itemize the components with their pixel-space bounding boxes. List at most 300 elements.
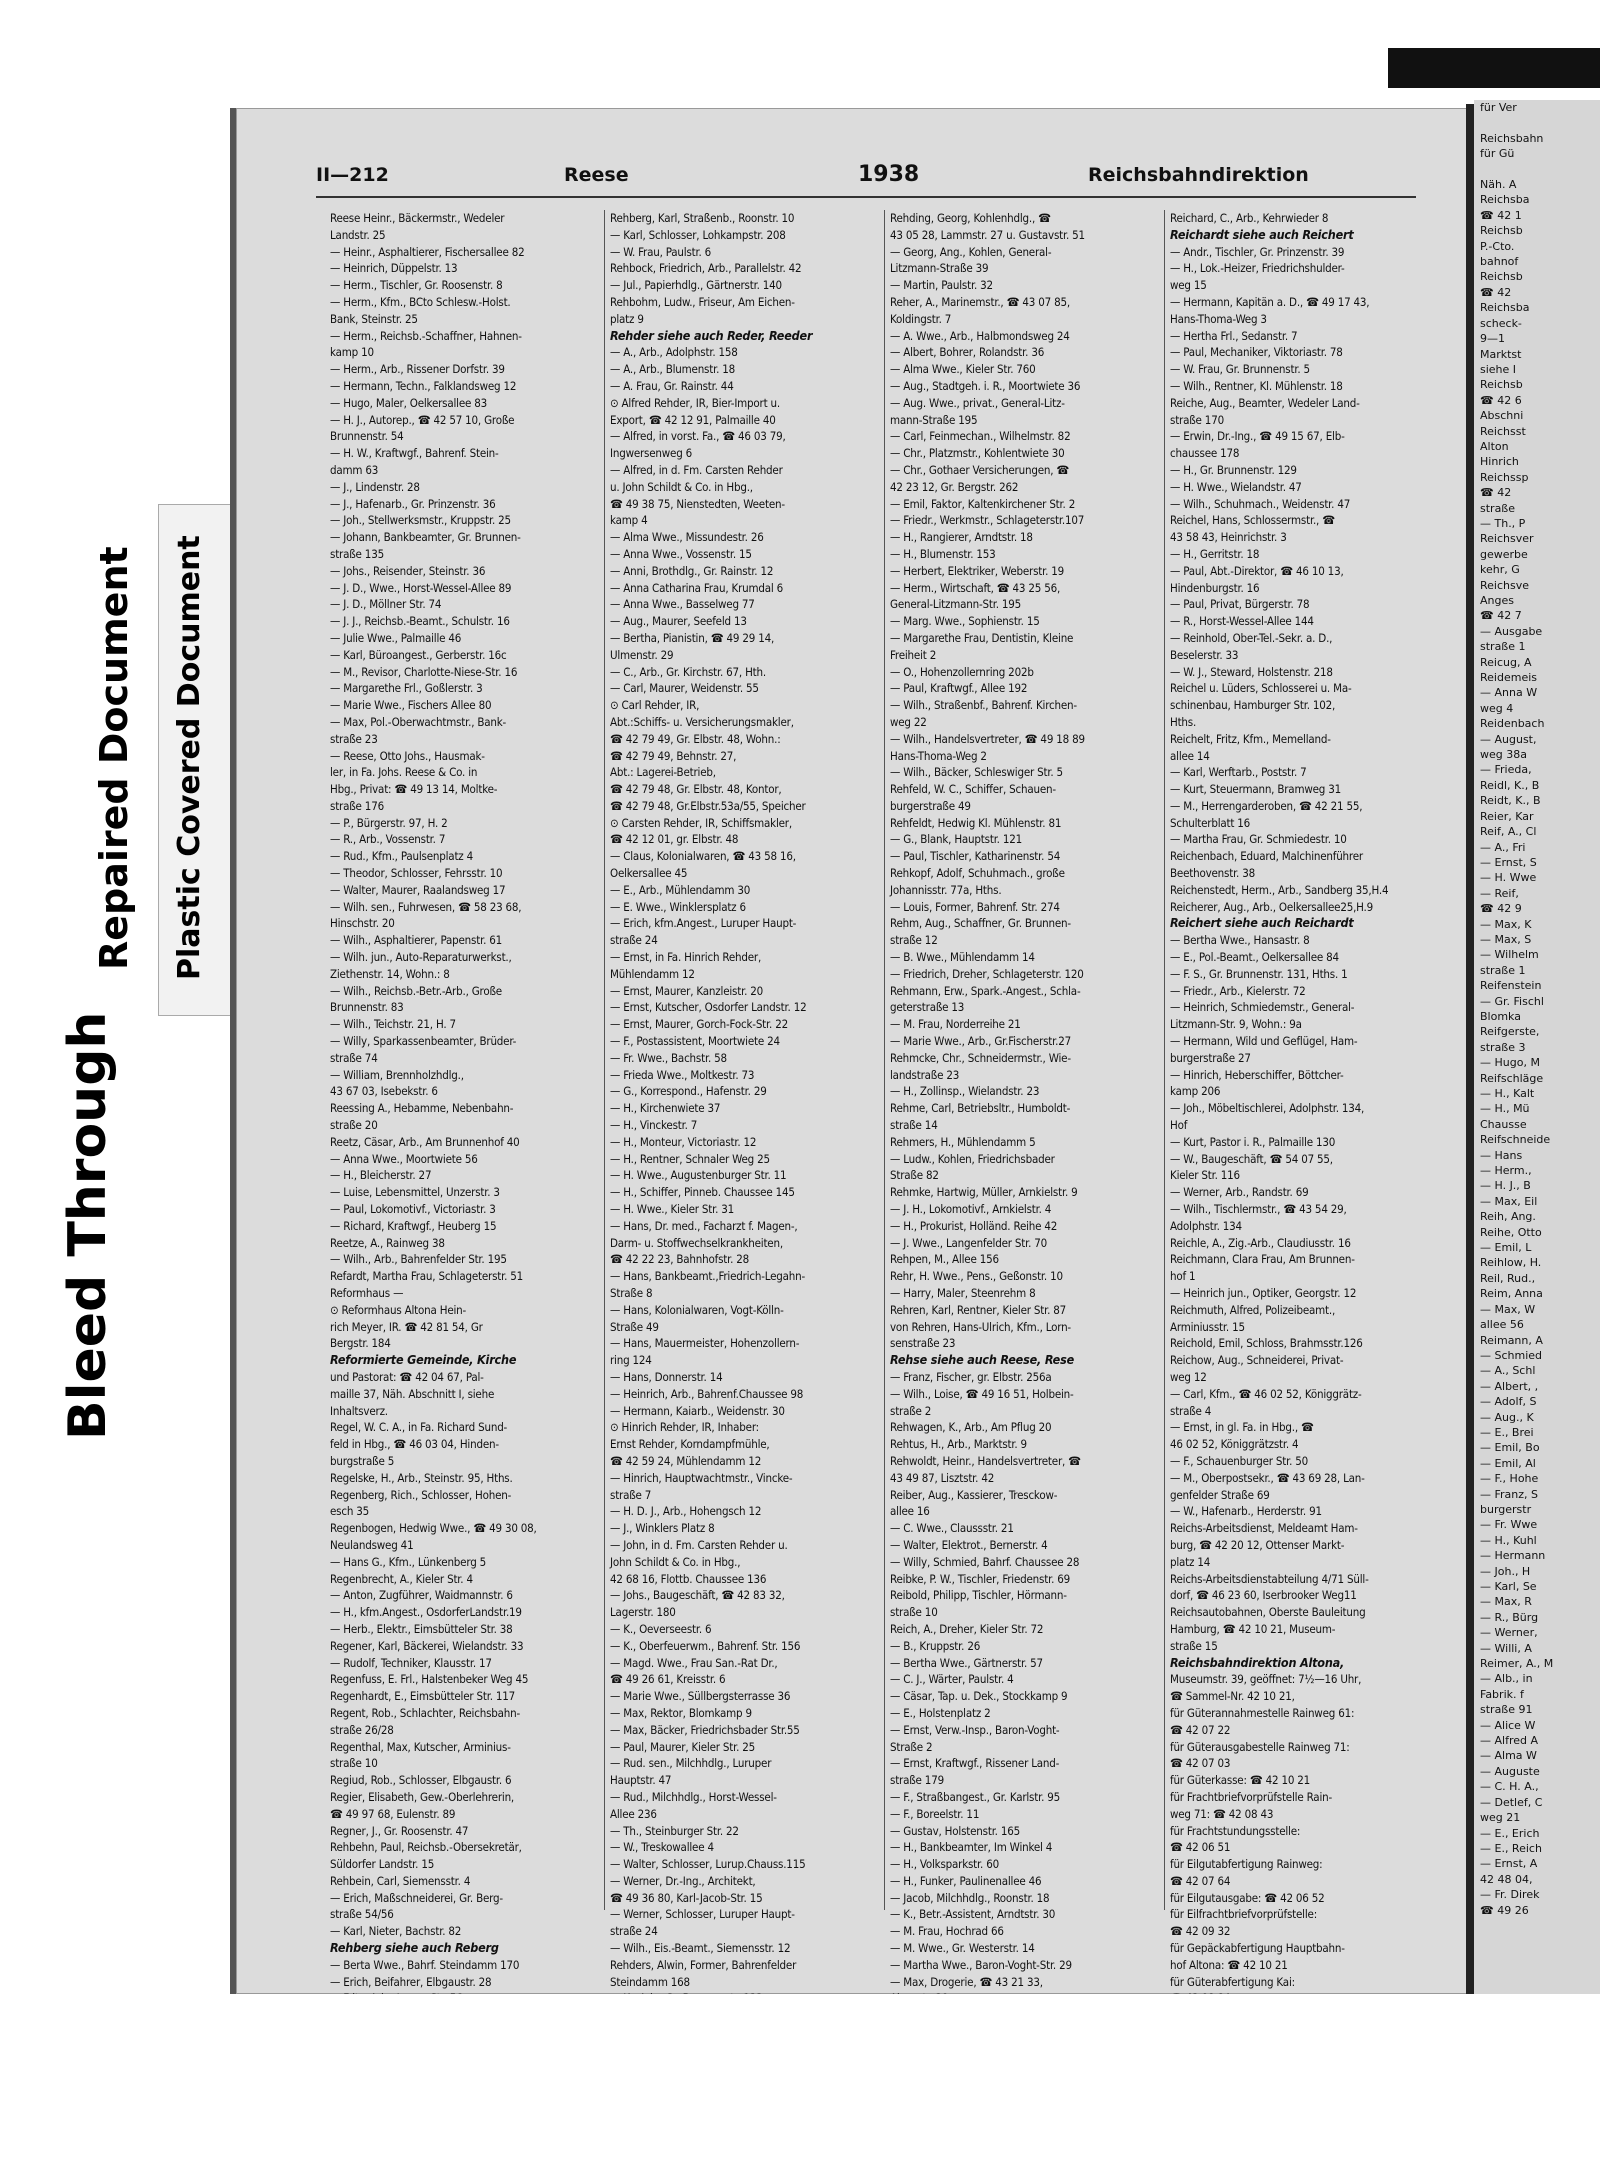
adjacent-page-line: ☎ 49 26 xyxy=(1480,1903,1529,1917)
directory-entry: — Jul., Papierhdlg., Gärtnerstr. 140 xyxy=(610,278,782,293)
directory-columns xyxy=(330,210,1430,1989)
directory-entry: — R., Arb., Vossenstr. 7 xyxy=(330,832,446,847)
directory-entry: — Hugo, Maler, Oelkersallee 83 xyxy=(330,395,488,410)
directory-entry: — H., kfm.Angest., OsdorferLandstr.19 xyxy=(330,1605,522,1620)
directory-entry: straße 179 xyxy=(890,1773,944,1788)
directory-entry: — Hans, Mauermeister, Hohenzollern- xyxy=(610,1336,800,1351)
directory-entry: 43 67 03, Isebekstr. 6 xyxy=(330,1084,438,1099)
directory-entry: Rehbein, Carl, Siemensstr. 4 xyxy=(330,1873,471,1888)
adjacent-page-line: — Alice W xyxy=(1480,1718,1536,1732)
directory-entry: — J., Winklers Platz 8 xyxy=(610,1521,715,1536)
adjacent-page xyxy=(1474,100,1600,2000)
adjacent-page-line: — Max, S xyxy=(1480,932,1532,946)
directory-entry: Rehbehn, Paul, Reichsb.-Obersekretär, xyxy=(330,1840,522,1855)
directory-entry: — E., Holstenplatz 2 xyxy=(890,1705,991,1720)
directory-entry: — Heinr., Asphaltierer, Fischersallee 82 xyxy=(330,244,525,259)
directory-entry: Rehren, Karl, Rentner, Kieler Str. 87 xyxy=(890,1302,1067,1317)
directory-entry: — Ernst, in Fa. Hinrich Rehder, xyxy=(610,950,762,965)
directory-entry: ☎ 42 79 48, Gr.Elbstr.53a/55, Speicher xyxy=(610,798,806,813)
directory-entry: — Ernst, in gl. Fa. in Hbg., ☎ xyxy=(1170,1420,1314,1435)
adjacent-page-line: — Alma W xyxy=(1480,1749,1537,1763)
directory-entry: John Schildt & Co. in Hbg., xyxy=(610,1554,741,1569)
directory-entry: — E. Wwe., Winklersplatz 6 xyxy=(610,899,746,914)
adjacent-page-line: Reih, Ang. xyxy=(1480,1210,1536,1224)
directory-entry: Museumstr. 39, geöffnet: 7½—16 Uhr, xyxy=(1170,1672,1362,1687)
adjacent-page-line: Näh. A xyxy=(1480,178,1517,192)
adjacent-page-line: Reichsba xyxy=(1480,193,1530,207)
adjacent-page-line: bahnof xyxy=(1480,255,1519,269)
directory-entry: — Frieda Wwe., Moltkestr. 73 xyxy=(610,1067,755,1082)
directory-entry: straße 24 xyxy=(610,933,658,948)
repaired-document-label: Repaired Document xyxy=(92,546,136,970)
directory-entry: — Martin, Paulstr. 32 xyxy=(890,278,993,293)
directory-entry: senstraße 23 xyxy=(890,1336,956,1351)
directory-entry: Reichmann, Clara Frau, Am Brunnen- xyxy=(1170,1252,1355,1267)
adjacent-page-line: — Joh., H xyxy=(1480,1564,1531,1578)
directory-entry: Rehpen, M., Allee 156 xyxy=(890,1252,999,1267)
directory-entry: Hths. xyxy=(1170,714,1197,729)
directory-entry: ler, in Fa. Johs. Reese & Co. in xyxy=(330,765,478,780)
directory-entry: 43 49 87, Lisztstr. 42 xyxy=(890,1470,995,1485)
adjacent-page-line: — H. Wwe xyxy=(1480,871,1537,885)
directory-entry: — Herm., Wirtschaft, ☎ 43 25 56, xyxy=(890,580,1061,595)
directory-entry: — Hermann, Kapitän a. D., ☎ 49 17 43, xyxy=(1170,294,1370,309)
directory-entry: für Güterabfertigung Kai: xyxy=(1170,1974,1295,1989)
directory-entry: 43 05 28, Lammstr. 27 u. Gustavstr. 51 xyxy=(890,227,1085,242)
adjacent-page-line: — Max, W xyxy=(1480,1302,1536,1316)
directory-entry: — Kurt, Pastor i. R., Palmaille 130 xyxy=(1170,1134,1336,1149)
directory-entry: — Aug., Stadtgeh. i. R., Moortwiete 36 xyxy=(890,378,1081,393)
directory-entry: — Martha Frau, Gr. Schmiedestr. 10 xyxy=(1170,832,1347,847)
directory-entry: Mühlendamm 12 xyxy=(610,966,695,981)
directory-entry: Reiche, Aug., Beamter, Wedeler Land- xyxy=(1170,395,1360,410)
adjacent-page-line: Reier, Kar xyxy=(1480,809,1534,823)
directory-entry: weg 22 xyxy=(890,714,927,729)
directory-entry: ☎ 42 09 32 xyxy=(1170,1924,1231,1939)
directory-entry: — Paul, Maurer, Kieler Str. 25 xyxy=(610,1739,756,1754)
directory-entry: Regent, Rob., Schlachter, Reichsbahn- xyxy=(330,1705,521,1720)
directory-entry: — Wilh., Arb., Bahrenfelder Str. 195 xyxy=(330,1252,507,1267)
directory-entry: — Wilh., Teichstr. 21, H. 7 xyxy=(330,1017,456,1032)
directory-entry: — R., Horst-Wessel-Allee 144 xyxy=(1170,614,1314,629)
directory-entry: — Albert, Bohrer, Rolandstr. 36 xyxy=(890,345,1045,360)
directory-entry: — Emil, Faktor, Kaltenkirchener Str. 2 xyxy=(890,496,1076,511)
directory-entry: — Ernst, Maurer, Kanzleistr. 20 xyxy=(610,983,764,998)
directory-entry: — J. Wwe., Langenfelder Str. 70 xyxy=(890,1235,1048,1250)
directory-entry: Reessing A., Hebamme, Nebenbahn- xyxy=(330,1101,514,1116)
adjacent-page-line: Reimer, A., M xyxy=(1480,1657,1554,1671)
adjacent-page-line: — Th., P xyxy=(1480,516,1526,530)
directory-entry: Reicherer, Aug., Arb., Oelkersallee25,H.9 xyxy=(1170,899,1374,914)
directory-entry: ⊙ Carsten Rehder, IR, Schiffsmakler, xyxy=(610,815,792,830)
directory-entry: — Marie Wwe., Süllbergsterrasse 36 xyxy=(610,1689,791,1704)
directory-entry: hof Altona: ☎ 42 10 21 xyxy=(1170,1957,1288,1972)
adjacent-page-line: Reichsb xyxy=(1480,224,1523,238)
directory-entry: — Ernst, Maurer, Gorch-Fock-Str. 22 xyxy=(610,1017,788,1032)
directory-entry: Abt.:Schiffs- u. Versicherungsmakler, xyxy=(610,714,794,729)
directory-entry: — H. Wwe., Kieler Str. 31 xyxy=(610,1202,735,1217)
directory-entry: — Wilh., Rentner, Kl. Mühlenstr. 18 xyxy=(1170,378,1343,393)
adjacent-page-line: — H., Kuhl xyxy=(1480,1533,1537,1547)
adjacent-page-line: ☎ 42 xyxy=(1480,285,1512,299)
directory-entry: — M., Revisor, Charlotte-Niese-Str. 16 xyxy=(330,664,518,679)
page-header xyxy=(316,160,1416,198)
adjacent-page-line: Reifenstein xyxy=(1480,979,1542,993)
directory-entry: — Willy, Sparkassenbeamter, Brüder- xyxy=(330,1034,517,1049)
directory-entry: Reformierte Gemeinde, Kirche xyxy=(330,1352,517,1368)
directory-entry: ☎ 42 07 22 xyxy=(1170,1722,1231,1737)
directory-entry: — Bertha, Pianistin, ☎ 49 29 14, xyxy=(610,630,775,645)
directory-entry: — B. Wwe., Mühlendamm 14 xyxy=(890,950,1035,965)
adjacent-page-line: — Alb., in xyxy=(1480,1672,1533,1686)
directory-entry: — Wilh. jun., Auto-Reparaturwerkst., xyxy=(330,950,512,965)
directory-entry: Rehmke, Hartwig, Müller, Arnkielstr. 9 xyxy=(890,1185,1078,1200)
column-4 xyxy=(1170,210,1438,1989)
directory-entry: straße 54/56 xyxy=(330,1907,394,1922)
directory-entry: straße 24 xyxy=(610,1924,658,1939)
column-3 xyxy=(890,210,1158,1989)
directory-entry: ⊙ Hinrich Rehder, IR, Inhaber: xyxy=(610,1420,759,1435)
directory-entry: — C. J., Wärter, Paulstr. 4 xyxy=(890,1672,1014,1687)
directory-entry: — Magd. Wwe., Frau San.-Rat Dr., xyxy=(610,1655,778,1670)
adjacent-page-line: Reicug, A xyxy=(1480,655,1532,669)
directory-entry: — Marie Wwe., Arb., Gr.Fischerstr.27 xyxy=(890,1034,1071,1049)
directory-entry: — Richard, Kraftwgf., Heuberg 15 xyxy=(330,1218,497,1233)
directory-entry: — A., Arb., Blumenstr. 18 xyxy=(610,362,736,377)
directory-entry: ☎ 49 36 80, Karl-Jacob-Str. 15 xyxy=(610,1890,763,1905)
directory-entry: — E., Arb., Mühlendamm 30 xyxy=(610,882,751,897)
directory-entry: burgerstraße 27 xyxy=(1170,1050,1251,1065)
adjacent-page-line: — Hans xyxy=(1480,1148,1523,1162)
directory-entry: — Hermann, Wild und Geflügel, Ham- xyxy=(1170,1034,1358,1049)
adjacent-page-line: ☎ 42 7 xyxy=(1480,609,1522,623)
directory-entry: rich Meyer, IR. ☎ 42 81 54, Gr xyxy=(330,1319,483,1334)
directory-entry: — Max, Drogerie, ☎ 43 21 33, xyxy=(890,1974,1043,1989)
adjacent-page-line: 9—1 xyxy=(1480,332,1505,346)
directory-entry: straße 2 xyxy=(890,1403,932,1418)
directory-entry: — Paul, Mechaniker, Viktoriastr. 78 xyxy=(1170,345,1343,360)
directory-entry: Ernst Rehder, Korndampfmühle, xyxy=(610,1437,770,1452)
directory-entry: — Margarethe Frau, Dentistin, Kleine xyxy=(890,630,1074,645)
directory-entry: Hamburg, ☎ 42 10 21, Museum- xyxy=(1170,1621,1336,1636)
directory-entry: — Max, Bäcker, Friedrichsbader Str.55 xyxy=(610,1722,800,1737)
directory-entry: Regel, W. C. A., in Fa. Richard Sund- xyxy=(330,1420,508,1435)
directory-entry: Darm- u. Stoffwechselkrankheiten, xyxy=(610,1235,783,1250)
directory-entry: — Anna Wwe., Vossenstr. 15 xyxy=(610,546,752,561)
directory-entry: Rehtus, H., Arb., Marktstr. 9 xyxy=(890,1437,1027,1452)
directory-entry: Reichsautobahnen, Oberste Bauleitung xyxy=(1170,1605,1366,1620)
directory-entry: — Fr. Wwe., Bachstr. 58 xyxy=(610,1050,727,1065)
directory-entry: — Werner, Dr.-Ing., Architekt, xyxy=(610,1873,756,1888)
directory-entry: — Wilh. sen., Fuhrwesen, ☎ 58 23 68, xyxy=(330,899,522,914)
directory-entry: — Paul, Privat, Bürgerstr. 78 xyxy=(1170,597,1310,612)
directory-entry: — Ludw., Kohlen, Friedrichsbader xyxy=(890,1151,1055,1166)
adjacent-page-line: — Emil, Bo xyxy=(1480,1441,1540,1455)
directory-entry: Regner, J., Gr. Roosenstr. 47 xyxy=(330,1823,469,1838)
adjacent-page-line: Reichsb xyxy=(1480,270,1523,284)
directory-entry: Freiheit 2 xyxy=(890,647,937,662)
adjacent-page-line: — A., Schl xyxy=(1480,1364,1536,1378)
directory-entry: — Reese, Otto Johs., Hausmak- xyxy=(330,748,485,763)
directory-entry: für Eilgutabfertigung Rainweg: xyxy=(1170,1857,1323,1872)
header-year: 1938 xyxy=(858,162,920,187)
directory-entry: — H., Vinckestr. 7 xyxy=(610,1118,698,1133)
directory-entry: — F., Boreelstr. 11 xyxy=(890,1806,980,1821)
directory-entry: ☎ 49 26 61, Kreisstr. 6 xyxy=(610,1672,726,1687)
directory-entry: — J. J., Reichsb.-Beamt., Schulstr. 16 xyxy=(330,614,510,629)
directory-entry: Reichert siehe auch Reichardt xyxy=(1170,915,1354,931)
directory-entry: straße 170 xyxy=(1170,412,1224,427)
column-divider xyxy=(884,210,885,1910)
directory-entry: Schulterblatt 16 xyxy=(1170,815,1251,830)
directory-entry: — Anna Catharina Frau, Krumdal 6 xyxy=(610,580,784,595)
directory-entry: — Aug., Maurer, Seefeld 13 xyxy=(610,614,747,629)
adjacent-page-line: Marktst xyxy=(1480,347,1522,361)
adjacent-page-line: weg 4 xyxy=(1480,701,1514,715)
directory-entry: straße 12 xyxy=(890,933,938,948)
directory-entry: weg 15 xyxy=(1170,278,1207,293)
directory-entry: — Johann, Bankbeamter, Gr. Brunnen- xyxy=(330,530,521,545)
directory-entry: Straße 82 xyxy=(890,1168,939,1183)
directory-entry: — Hans G., Kfm., Lünkenberg 5 xyxy=(330,1554,487,1569)
directory-entry: von Rehren, Hans-Ulrich, Kfm., Lorn- xyxy=(890,1319,1071,1334)
directory-entry: Bergstr. 184 xyxy=(330,1336,391,1351)
directory-entry: ☎ 42 06 51 xyxy=(1170,1840,1231,1855)
adjacent-page-line: Reidl, K., B xyxy=(1480,778,1540,792)
directory-entry: — Th., Steinburger Str. 22 xyxy=(610,1823,739,1838)
directory-entry: ⊙ Alfred Rehder, IR, Bier-Import u. xyxy=(610,395,780,410)
directory-entry: Rehkopf, Adolf, Schuhmach., große xyxy=(890,866,1065,881)
directory-entry: — Hans, Dr. med., Facharzt f. Magen-, xyxy=(610,1218,798,1233)
directory-entry: Rehme, Carl, Betriebsltr., Humboldt- xyxy=(890,1101,1071,1116)
directory-entry: Ingwersenweg 6 xyxy=(610,446,693,461)
adjacent-page-line: — Alfred A xyxy=(1480,1734,1539,1748)
adjacent-page-line: Reichsbahn xyxy=(1480,131,1544,145)
directory-entry: Litzmann-Straße 39 xyxy=(890,261,989,276)
directory-entry: — Paul, Tischler, Katharinenstr. 54 xyxy=(890,849,1061,864)
adjacent-page-line: für Gü xyxy=(1480,147,1515,161)
directory-entry: Abt.: Lagerei-Betrieb, xyxy=(610,765,716,780)
adjacent-page-line: — Reif, xyxy=(1480,886,1519,900)
directory-entry: Rehmers, H., Mühlendamm 5 xyxy=(890,1134,1036,1149)
directory-entry: — Ernst, Kraftwgf., Rissener Land- xyxy=(890,1756,1060,1771)
directory-entry: Rehberg siehe auch Reberg xyxy=(330,1940,499,1956)
directory-entry: — W., Treskowallee 4 xyxy=(610,1840,714,1855)
directory-entry: — Hinrich, Hauptwachtmstr., Vincke- xyxy=(610,1470,793,1485)
directory-entry: ☎ 49 97 68, Eulenstr. 89 xyxy=(330,1806,456,1821)
directory-entry: Reher, A., Marinemstr., ☎ 43 07 85, xyxy=(890,294,1070,309)
directory-entry: — Rud., Milchhdlg., Horst-Wessel- xyxy=(610,1789,777,1804)
directory-entry: Reichs-Arbeitsdienstabteilung 4/71 Süll- xyxy=(1170,1571,1369,1586)
directory-entry: — Joh., Möbeltischlerei, Adolphstr. 134, xyxy=(1170,1101,1365,1116)
directory-entry: Rehmcke, Chr., Schneidermstr., Wie- xyxy=(890,1050,1071,1065)
adjacent-page-line: — E., Brei xyxy=(1480,1425,1534,1439)
adjacent-page-line: — H., Kalt xyxy=(1480,1087,1535,1100)
directory-entry: kamp 10 xyxy=(330,345,374,360)
directory-entry: Refardt, Martha Frau, Schlageterstr. 51 xyxy=(330,1269,524,1284)
directory-entry: straße 15 xyxy=(1170,1638,1218,1653)
directory-entry: Regelske, H., Arb., Steinstr. 95, Hths. xyxy=(330,1470,513,1485)
adjacent-page-line: kehr, G xyxy=(1480,563,1520,577)
directory-entry: — H., Rentner, Schnaler Weg 25 xyxy=(610,1151,770,1166)
directory-entry: Reich, A., Dreher, Kieler Str. 72 xyxy=(890,1621,1044,1636)
adjacent-page-line: — E., Erich xyxy=(1480,1826,1540,1840)
directory-entry: Johannisstr. 77a, Hths. xyxy=(890,882,1002,897)
directory-entry: — Paul, Lokomotivf., Victoriastr. 3 xyxy=(330,1202,496,1217)
directory-entry: straße 7 xyxy=(610,1487,652,1502)
directory-entry: — M. Frau, Hochrad 66 xyxy=(890,1924,1004,1939)
directory-entry: — Rud. sen., Milchhdlg., Luruper xyxy=(610,1756,772,1771)
adjacent-page-line: Alton xyxy=(1480,439,1509,453)
directory-entry: ☎ 42 79 49, Behnstr. 27, xyxy=(610,748,737,763)
directory-entry: — G., Korrespond., Hafenstr. 29 xyxy=(610,1084,767,1099)
adjacent-page-line: Reidenbach xyxy=(1480,717,1545,731)
adjacent-page-line xyxy=(1474,162,1600,177)
adjacent-page-line: straße xyxy=(1480,501,1516,515)
directory-entry: — H., Volksparkstr. 60 xyxy=(890,1857,999,1872)
column-2 xyxy=(610,210,878,1989)
directory-entry: Reichmuth, Alfred, Polizeibeamt., xyxy=(1170,1302,1336,1317)
directory-entry: — Heinrich, Düppelstr. 13 xyxy=(330,261,458,276)
adjacent-page-line: Reil, Rud., xyxy=(1480,1271,1536,1285)
directory-entry: — A. Wwe., Arb., Halbmondsweg 24 xyxy=(890,328,1070,343)
directory-entry: — K., Oberfeuerwm., Bahrenf. Str. 156 xyxy=(610,1638,801,1653)
directory-entry: 46 02 52, Königgrätzstr. 4 xyxy=(1170,1437,1299,1452)
directory-entry: — Friedrich, Dreher, Schlageterstr. 120 xyxy=(890,966,1084,981)
directory-entry: straße 74 xyxy=(330,1050,378,1065)
directory-entry: — A. Frau, Gr. Rainstr. 44 xyxy=(610,378,734,393)
directory-entry: — H., Lok.-Heizer, Friedrichshulder- xyxy=(1170,261,1345,276)
directory-entry: Reichenstedt, Herm., Arb., Sandberg 35,H.4 xyxy=(1170,882,1389,897)
directory-entry: — H., Monteur, Victoriastr. 12 xyxy=(610,1134,757,1149)
directory-entry: Beselerstr. 33 xyxy=(1170,647,1239,662)
adjacent-page-line: Blomka xyxy=(1480,1009,1521,1023)
directory-entry: — Anni, Brothdlg., Gr. Rainstr. 12 xyxy=(610,563,774,578)
directory-entry: — Johs., Reisender, Steinstr. 36 xyxy=(330,563,486,578)
adjacent-page-line: — Fr. Wwe xyxy=(1480,1518,1538,1532)
directory-entry: Reichard, C., Arb., Kehrwieder 8 xyxy=(1170,211,1329,225)
directory-entry: Regener, Karl, Bäckerei, Wielandstr. 33 xyxy=(330,1638,524,1653)
directory-entry: — E., Pol.-Beamt., Oelkersallee 84 xyxy=(1170,950,1339,965)
adjacent-page-line: — Aug., K xyxy=(1480,1410,1534,1424)
adjacent-page-line: — Emil, Al xyxy=(1480,1456,1536,1470)
directory-entry: — Herm., Tischler, Gr. Roosenstr. 8 xyxy=(330,278,503,293)
adjacent-page-line: — Adolf, S xyxy=(1480,1395,1537,1409)
directory-entry: — Erich, Maßschneiderei, Gr. Berg- xyxy=(330,1890,503,1905)
directory-entry: — H., Zollinsp., Wielandstr. 23 xyxy=(890,1084,1040,1099)
adjacent-page-line: — Detlef, C xyxy=(1480,1795,1543,1809)
directory-entry: Rehfeld, W. C., Schiffer, Schauen- xyxy=(890,782,1056,797)
directory-entry: — Hertha Frl., Sedanstr. 7 xyxy=(1170,328,1298,343)
directory-entry: — Wilh., Asphaltierer, Papenstr. 61 xyxy=(330,933,502,948)
directory-entry: — H., Bleicherstr. 27 xyxy=(330,1168,432,1183)
directory-entry: — Reinhold, Ober-Tel.-Sekr. a. D., xyxy=(1170,630,1333,645)
directory-entry: straße 10 xyxy=(890,1605,938,1620)
directory-entry: — Wilh., Tischlermstr., ☎ 43 54 29, xyxy=(1170,1202,1347,1217)
adjacent-page-line: — Ernst, S xyxy=(1480,855,1537,869)
directory-entry: genfelder Straße 69 xyxy=(1170,1487,1270,1502)
directory-entry: — Erich, Beifahrer, Elbgaustr. 28 xyxy=(330,1974,492,1989)
directory-entry: Koldingstr. 7 xyxy=(890,311,952,326)
directory-entry: straße 20 xyxy=(330,1118,378,1133)
adjacent-page-line: Fabrik. f xyxy=(1480,1687,1524,1701)
adjacent-page-line: Abschni xyxy=(1480,409,1524,423)
adjacent-page-line: weg 21 xyxy=(1480,1811,1521,1825)
plastic-covered-document-label: Plastic Covered Document xyxy=(172,535,207,980)
directory-entry: Reichsbahndirektion Altona, xyxy=(1170,1654,1345,1670)
directory-entry: für Güterkasse: ☎ 42 10 21 xyxy=(1170,1773,1311,1788)
adjacent-page-line: — Ernst, A xyxy=(1480,1857,1538,1871)
adjacent-page-line: burgerstr xyxy=(1480,1502,1532,1516)
directory-entry: — M. Frau, Norderreihe 21 xyxy=(890,1017,1021,1032)
directory-entry: ☎ 42 79 48, Gr. Elbstr. 48, Kontor, xyxy=(610,782,782,797)
book-spine xyxy=(1466,104,1474,1996)
adjacent-page-line: 42 48 04, xyxy=(1480,1872,1533,1886)
directory-entry: Hauptstr. 47 xyxy=(610,1773,672,1788)
directory-entry: Reichenbach, Eduard, Malchinenführer xyxy=(1170,849,1363,864)
directory-entry: — H. Wwe., Augustenburger Str. 11 xyxy=(610,1168,787,1183)
directory-entry: Regiud, Rob., Schlosser, Elbgaustr. 6 xyxy=(330,1773,512,1788)
directory-entry: — H., Blumenstr. 153 xyxy=(890,546,996,561)
directory-entry: — Bertha Wwe., Hansastr. 8 xyxy=(1170,933,1310,948)
scan-bottom-margin xyxy=(0,1994,1600,2177)
directory-entry: allee 14 xyxy=(1170,748,1210,763)
directory-entry: — Wilh., Schuhmach., Weidenstr. 47 xyxy=(1170,496,1351,511)
directory-entry: straße 26/28 xyxy=(330,1722,394,1737)
adjacent-page-line: — R., Bürg xyxy=(1480,1610,1539,1624)
directory-entry: burgerstraße 49 xyxy=(890,798,971,813)
adjacent-page-line: — A., Fri xyxy=(1480,840,1526,854)
directory-entry: Reichs-Arbeitsdienst, Meldeamt Ham- xyxy=(1170,1521,1358,1536)
directory-entry: — Karl, Schlosser, Lohkampstr. 208 xyxy=(610,227,786,242)
directory-entry: — Max, Rektor, Blomkamp 9 xyxy=(610,1705,752,1720)
directory-entry: weg 71: ☎ 42 08 43 xyxy=(1170,1806,1274,1821)
directory-entry: chaussee 178 xyxy=(1170,446,1240,461)
directory-entry: — Erwin, Dr.-Ing., ☎ 49 15 67, Elb- xyxy=(1170,429,1345,444)
directory-entry: kamp 206 xyxy=(1170,1084,1221,1099)
adjacent-page-line: — Max, K xyxy=(1480,917,1532,931)
directory-entry: — J. H., Lokomotivf., Arnkielstr. 4 xyxy=(890,1202,1052,1217)
directory-entry: — Carl, Feinmechan., Wilhelmstr. 82 xyxy=(890,429,1071,444)
directory-entry: — O., Hohenzollernring 202b xyxy=(890,664,1034,679)
directory-entry: ☎ 42 59 24, Mühlendamm 12 xyxy=(610,1453,762,1468)
directory-entry: — K., Oeverseestr. 6 xyxy=(610,1621,712,1636)
directory-entry: Reetz, Cäsar, Arb., Am Brunnenhof 40 xyxy=(330,1134,520,1149)
adjacent-page-line: Reimann, A xyxy=(1480,1333,1543,1347)
directory-entry: schinenbau, Hamburger Str. 102, xyxy=(1170,698,1336,713)
directory-entry: für Frachtstundungsstelle: xyxy=(1170,1823,1301,1838)
adjacent-page-line: ☎ 42 1 xyxy=(1480,208,1522,222)
directory-entry: Beethovenstr. 38 xyxy=(1170,866,1255,881)
directory-entry: ☎ Sammel-Nr. 42 10 21, xyxy=(1170,1689,1295,1704)
column-divider xyxy=(1164,210,1165,1910)
directory-entry: — G., Blank, Hauptstr. 121 xyxy=(890,832,1022,847)
directory-entry: — Paul, Kraftwgf., Allee 192 xyxy=(890,681,1028,696)
directory-entry: Oelkersallee 45 xyxy=(610,866,688,881)
adjacent-page-line: — E., Reich xyxy=(1480,1841,1542,1855)
directory-entry: Regenberg, Rich., Schlosser, Hohen- xyxy=(330,1487,512,1502)
directory-entry: Brunnenstr. 83 xyxy=(330,1000,404,1015)
directory-entry: — J. D., Wwe., Horst-Wessel-Allee 89 xyxy=(330,580,512,595)
directory-entry: Straße 2 xyxy=(890,1739,933,1754)
adjacent-page-line: Reihlow, H. xyxy=(1480,1256,1542,1270)
adjacent-page-line: Reichsb xyxy=(1480,378,1523,392)
adjacent-page-line: straße 91 xyxy=(1480,1703,1533,1717)
directory-entry: — Marg. Wwe., Sophienstr. 15 xyxy=(890,614,1040,629)
adjacent-page-line: — Werner, xyxy=(1480,1626,1538,1640)
directory-entry: Reibold, Philipp, Tischler, Hörmann- xyxy=(890,1588,1067,1603)
adjacent-page-line: Reichsver xyxy=(1480,532,1534,546)
